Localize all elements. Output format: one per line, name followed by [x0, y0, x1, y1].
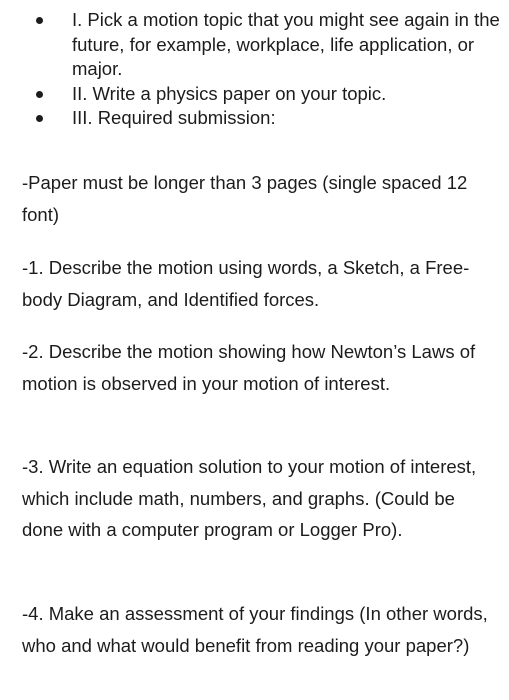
- bullet-text: I. Pick a motion topic that you might see again in the future, for example, workplace, life application, or major.: [72, 9, 500, 79]
- bullet-text: III. Required submission:: [72, 107, 276, 128]
- paragraph-step-1-describe-motion: -1. Describe the motion using words, a Sketch, a Free-body Diagram, and Identified forces.: [22, 257, 470, 310]
- bullet-item-required-submission: [30, 106, 500, 131]
- bullet-dot-icon: [36, 115, 43, 122]
- instruction-bullet-list: [30, 8, 500, 131]
- paragraph-step-4-assessment: -4. Make an assessment of your findings (In other words, who and what would benefit from reading your paper?): [22, 603, 488, 656]
- paragraph-step-3-equation-solution: -3. Write an equation solution to your motion of interest, which include math, numbers, and graphs. (Could be done with a computer program or Logger Pro).: [22, 456, 477, 540]
- bullet-text: II. Write a physics paper on your topic.: [72, 82, 387, 104]
- bullet-dot-icon: [36, 91, 43, 98]
- bullet-item-write-paper: [30, 82, 500, 107]
- bullet-dot-icon: [36, 17, 43, 24]
- paragraph-length-requirement: -Paper must be longer than 3 pages (single spaced 12 font): [22, 172, 468, 225]
- bullet-item-pick-topic: [30, 8, 500, 82]
- paragraph-step-2-newtons-laws: -2. Describe the motion showing how Newton’s Laws of motion is observed in your motion of interest.: [22, 341, 476, 394]
